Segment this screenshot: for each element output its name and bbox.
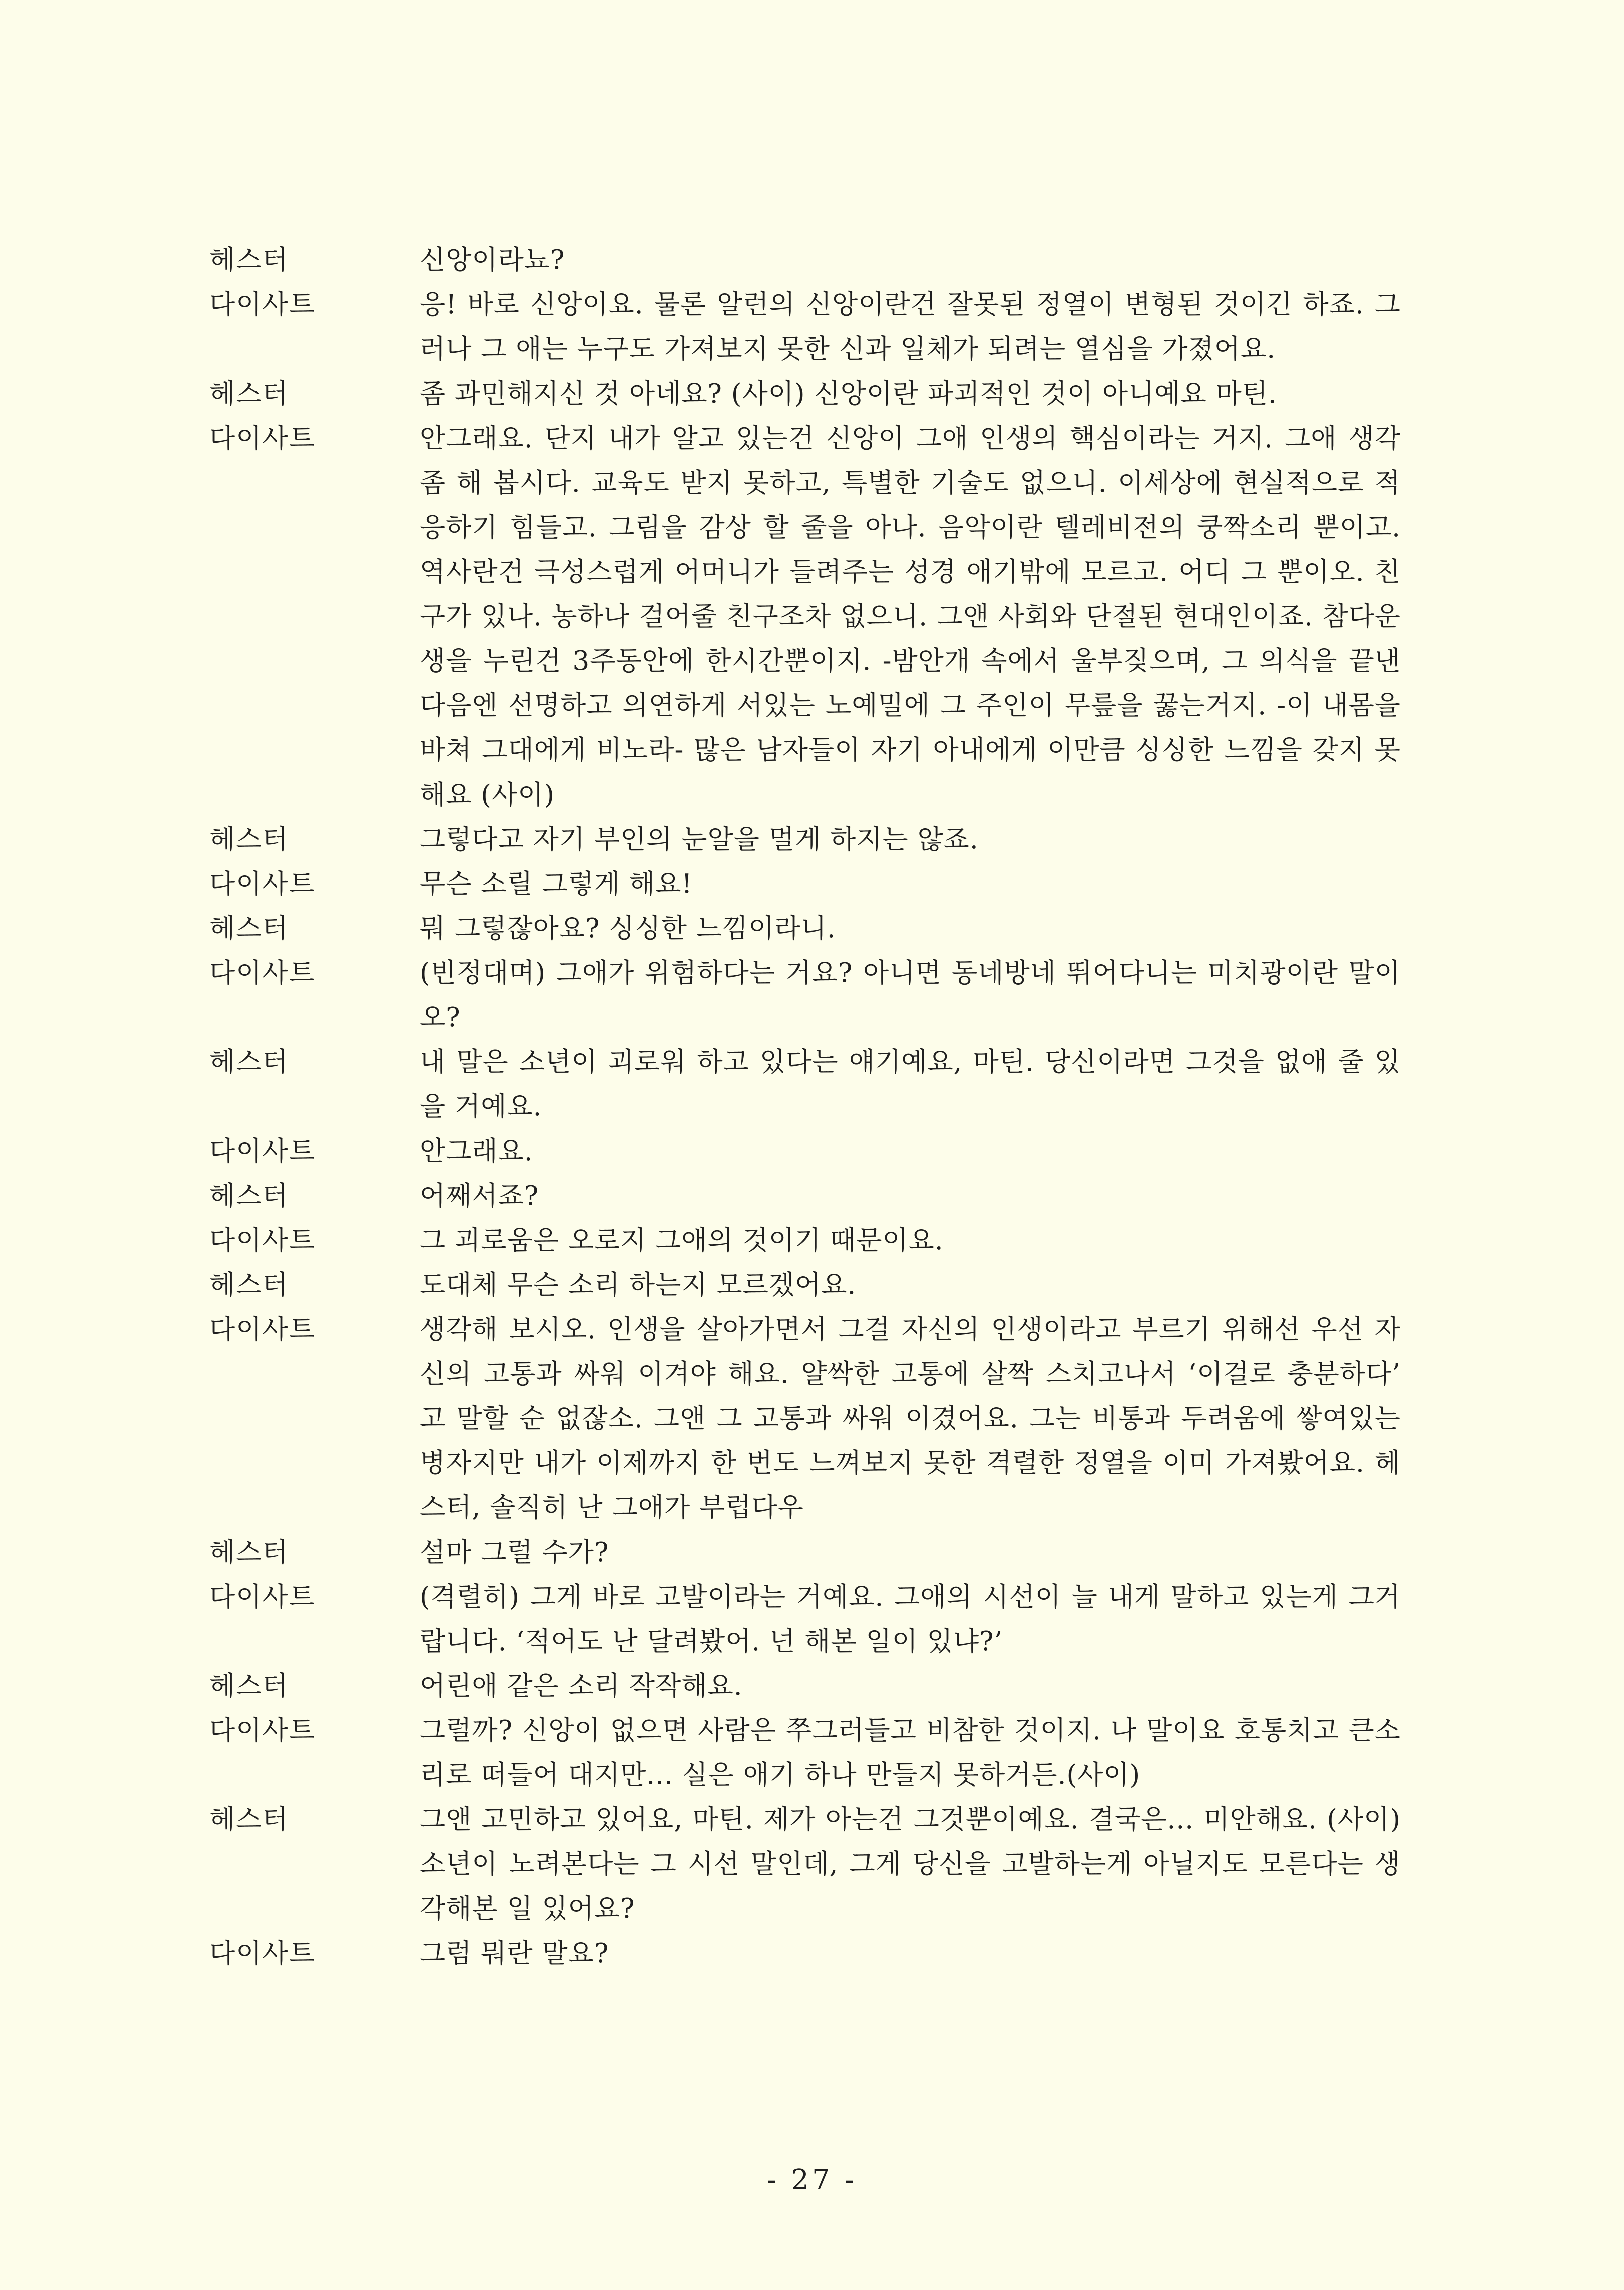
dialogue-entry — [0, 371, 1624, 416]
speaker-name: 헤스터 — [209, 1047, 289, 1077]
page-number: - 27 - — [766, 2164, 858, 2196]
dialogue-entry — [0, 416, 1624, 817]
speaker-name: 헤스터 — [209, 1270, 289, 1300]
speaker-name: 다이사트 — [209, 289, 316, 320]
dialogue-entry — [0, 1708, 1624, 1797]
speaker-name: 헤스터 — [209, 245, 289, 275]
dialogue-line: 무슨 소릴 그렇게 해요! — [420, 869, 693, 899]
dialogue-line: 그렇다고 자기 부인의 눈알을 멀게 하지는 않죠. — [420, 824, 979, 855]
dialogue-line: 어째서죠? — [420, 1181, 539, 1211]
speaker-name: 헤스터 — [209, 1804, 289, 1835]
speaker-name: 다이사트 — [209, 423, 316, 454]
dialogue-line: 뭐 그렇잖아요? 싱싱한 느낌이라니. — [420, 913, 836, 944]
dialogue-line: 내 말은 소년이 괴로워 하고 있다는 얘기예요, 마틴. 당신이라면 그것을 없애 줄 있을 거예요. — [420, 1047, 1401, 1122]
dialogue-line: 그럼 뭐란 말요? — [420, 1938, 609, 1969]
speaker-name: 다이사트 — [209, 1938, 316, 1969]
speaker-name: 다이사트 — [209, 1225, 316, 1256]
dialogue-entry — [0, 1931, 1624, 1976]
dialogue-line: 그럴까? 신앙이 없으면 사람은 쭈그러들고 비참한 것이지. 나 말이요 호통치고 큰소리로 떠들어 대지만... 실은 애기 하나 만들지 못하거든.(사이) — [420, 1715, 1401, 1790]
speaker-name: 다이사트 — [209, 958, 316, 988]
speaker-name: 헤스터 — [209, 378, 289, 409]
dialogue-line: 좀 과민해지신 것 아네요? (사이) 신앙이란 파괴적인 것이 아니예요 마틴. — [420, 378, 1277, 409]
dialogue-entry — [0, 817, 1624, 862]
dialogue-entry — [0, 906, 1624, 951]
dialogue-entry — [0, 238, 1624, 282]
dialogue-entry — [0, 1664, 1624, 1708]
speaker-name: 헤스터 — [209, 1181, 289, 1211]
speaker-name: 다이사트 — [209, 1715, 316, 1746]
dialogue-line: 그 괴로움은 오로지 그애의 것이기 때문이요. — [420, 1225, 944, 1256]
dialogue-entry — [0, 1218, 1624, 1263]
speaker-name: 다이사트 — [209, 1314, 316, 1345]
dialogue-entry — [0, 862, 1624, 906]
speaker-name: 헤스터 — [209, 1537, 289, 1568]
dialogue-line: 신앙이라뇨? — [420, 245, 565, 275]
dialogue-entry — [0, 1575, 1624, 1664]
dialogue-entry — [0, 1040, 1624, 1129]
dialogue-entry — [0, 282, 1624, 371]
dialogue-line: (격렬히) 그게 바로 고발이라는 거예요. 그애의 시선이 늘 내게 말하고 있는게 그거랍니다. ‘적어도 난 달려봤어. 넌 해본 일이 있냐?’ — [420, 1582, 1401, 1657]
dialogue-entry — [0, 1530, 1624, 1575]
dialogue-line: (빈정대며) 그애가 위험하다는 거요? 아니면 동네방네 뛰어다니는 미치광이란 말이오? — [420, 958, 1401, 1033]
script-dialogue — [0, 238, 1624, 1976]
dialogue-line: 생각해 보시오. 인생을 살아가면서 그걸 자신의 인생이라고 부르기 위해선 우선 자신의 고통과 싸워 이겨야 해요. 얄싹한 고통에 살짝 스치고나서 ‘이걸로 충분하다’ 고 말할 순 없잖소. 그앤 그 고통과 싸워 이겼어요. 그는 비통과 두려움에 쌓여있는 병자지만 내가 이제까지 한 번도 느껴보지 못한 격렬한 정열을 이미 가져봤어요. 헤스터, 솔직히 난 그애가 부럽다우 — [420, 1314, 1401, 1523]
dialogue-entry — [0, 1797, 1624, 1931]
dialogue-line: 안그래요. 단지 내가 알고 있는건 신앙이 그애 인생의 핵심이라는 거지. 그애 생각 좀 해 봅시다. 교육도 받지 못하고, 특별한 기술도 없으니. 이세상에 현실적으로 적응하기 힘들고. 그림을 감상 할 줄을 아나. 음악이란 텔레비전의 쿵짝소리 뿐이고. 역사란건 극성스럽게 어머니가 들려주는 성경 애기밖에 모르고. 어디 그 뿐이오. 친구가 있나. 농하나 걸어줄 친구조차 없으니. 그앤 사회와 단절된 현대인이죠. 참다운 생을 누린건 3주동안에 한시간뿐이지. -밤안개 속에서 울부짖으며, 그 의식을 끝낸 다음엔 선명하고 의연하게 서있는 노예밀에 그 주인이 무릎을 꿇는거지. -이 내몸을 바쳐 그대에게 비노라- 많은 남자들이 자기 아내에게 이만큼 싱싱한 느낌을 갖지 못해요 (사이) — [420, 423, 1401, 810]
dialogue-entry — [0, 1129, 1624, 1174]
dialogue-line: 어린애 같은 소리 작작해요. — [420, 1671, 743, 1701]
dialogue-line: 안그래요. — [420, 1136, 533, 1167]
dialogue-entry — [0, 951, 1624, 1040]
dialogue-line: 설마 그럴 수가? — [420, 1537, 609, 1568]
dialogue-line: 그앤 고민하고 있어요, 마틴. 제가 아는건 그것뿐이예요. 결국은... 미안해요. (사이) 소년이 노려본다는 그 시선 말인데, 그게 당신을 고발하는게 아닐지도 모른다는 생각해본 일 있어요? — [420, 1804, 1401, 1924]
dialogue-entry — [0, 1174, 1624, 1218]
speaker-name: 헤스터 — [209, 913, 289, 944]
dialogue-line: 응! 바로 신앙이요. 물론 알런의 신앙이란건 잘못된 정열이 변형된 것이긴 하죠. 그러나 그 애는 누구도 가져보지 못한 신과 일체가 되려는 열심을 가졌어요. — [420, 289, 1401, 364]
dialogue-line: 도대체 무슨 소리 하는지 모르겠어요. — [420, 1270, 857, 1300]
speaker-name: 다이사트 — [209, 869, 316, 899]
dialogue-entry — [0, 1263, 1624, 1307]
speaker-name: 다이사트 — [209, 1582, 316, 1612]
dialogue-entry — [0, 1307, 1624, 1530]
speaker-name: 헤스터 — [209, 1671, 289, 1701]
speaker-name: 헤스터 — [209, 824, 289, 855]
speaker-name: 다이사트 — [209, 1136, 316, 1167]
